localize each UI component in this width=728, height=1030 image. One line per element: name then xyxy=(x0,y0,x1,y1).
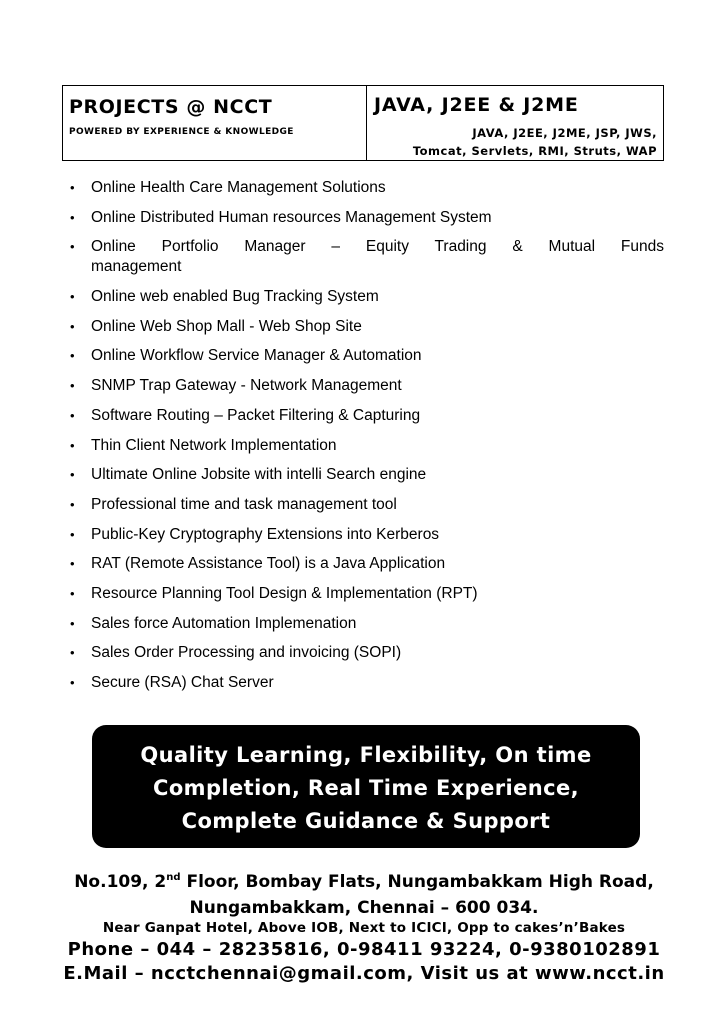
project-label: Secure (RSA) Chat Server xyxy=(91,674,274,691)
list-item xyxy=(68,436,664,456)
bullet-icon: • xyxy=(70,675,75,690)
bullet-icon: • xyxy=(70,378,75,394)
project-label: Software Routing – Packet Filtering & Capturing xyxy=(91,406,421,424)
project-label: Online Distributed Human resources Management System xyxy=(91,208,492,226)
project-label: Thin Client Network Implementation xyxy=(91,436,337,454)
list-item xyxy=(68,614,664,634)
project-label: Sales force Automation Implemenation xyxy=(91,614,357,632)
project-label-line1: Online Portfolio Manager – Equity Trading & Mutual Funds xyxy=(91,238,664,256)
header-box xyxy=(62,85,664,161)
address-line-1-end: Floor, Bombay Flats, Nungambakkam High Road, xyxy=(180,872,654,892)
phone-line: Phone – 044 – 28235816, 0-98411 93224, 0-9380102891 xyxy=(67,939,661,960)
project-label: Online Health Care Management Solutions xyxy=(91,179,386,196)
email-web-line: E.Mail – ncctchennai@gmail.com, Visit us at www.ncct.in xyxy=(63,963,665,984)
project-list xyxy=(68,178,664,703)
quality-banner xyxy=(92,725,640,848)
project-label-line2: management xyxy=(91,258,182,276)
projects-title: PROJECTS @ NCCT xyxy=(69,96,273,118)
bullet-icon: • xyxy=(70,289,75,305)
project-label: Online Workflow Service Manager & Automation xyxy=(91,347,422,365)
address-line-2: Nungambakkam, Chennai – 600 034. xyxy=(189,898,539,918)
list-item xyxy=(68,495,664,515)
list-item xyxy=(68,584,664,604)
list-item xyxy=(68,673,664,693)
list-item xyxy=(68,406,664,426)
list-item xyxy=(68,287,664,307)
project-label: Ultimate Online Jobsite with intelli Search engine xyxy=(91,466,427,484)
technology-title: JAVA, J2EE & J2ME xyxy=(374,94,579,116)
list-item xyxy=(68,554,664,574)
project-label: Sales Order Processing and invoicing (SOPI) xyxy=(91,644,402,662)
project-label: Professional time and task management tool xyxy=(91,495,397,513)
bullet-icon: • xyxy=(70,318,75,334)
bullet-icon: • xyxy=(70,585,75,601)
project-label: Resource Planning Tool Design & Implementation (RPT) xyxy=(91,584,478,602)
list-item xyxy=(68,178,664,198)
bullet-icon: • xyxy=(70,437,75,453)
technology-list-line2: Tomcat, Servlets, RMI, Struts, WAP xyxy=(412,144,657,158)
address-ordinal-suffix: nd xyxy=(166,872,181,883)
bullet-icon: • xyxy=(70,239,75,255)
bullet-icon: • xyxy=(70,556,75,572)
list-item xyxy=(68,346,664,366)
banner-line-1: Quality Learning, Flexibility, On time xyxy=(140,743,592,767)
list-item xyxy=(68,317,664,337)
landmark-line: Near Ganpat Hotel, Above IOB, Next to ICICI, Opp to cakes’n’Bakes xyxy=(102,920,626,936)
list-item xyxy=(68,525,664,545)
list-item xyxy=(68,376,664,396)
bullet-icon: • xyxy=(70,180,75,195)
bullet-icon: • xyxy=(70,348,75,364)
list-item xyxy=(68,208,664,228)
address-line-1-start: No.109, 2 xyxy=(74,872,167,892)
bullet-icon: • xyxy=(70,209,75,225)
bullet-icon: • xyxy=(70,615,75,631)
header-divider xyxy=(366,86,367,160)
projects-tagline: POWERED BY EXPERIENCE & KNOWLEDGE xyxy=(69,127,294,137)
project-label: RAT (Remote Assistance Tool) is a Java Application xyxy=(91,555,446,573)
banner-line-2: Completion, Real Time Experience, xyxy=(153,776,579,800)
bullet-icon: • xyxy=(70,526,75,542)
list-item xyxy=(68,465,664,485)
project-label: Public-Key Cryptography Extensions into Kerberos xyxy=(91,525,440,543)
technology-list-line1: JAVA, J2EE, J2ME, JSP, JWS, xyxy=(472,126,657,140)
project-label: Online web enabled Bug Tracking System xyxy=(91,288,379,306)
bullet-icon: • xyxy=(70,407,75,423)
project-label: Online Web Shop Mall - Web Shop Site xyxy=(91,317,362,335)
bullet-icon: • xyxy=(70,467,75,483)
project-label: SNMP Trap Gateway - Network Management xyxy=(91,377,402,395)
address-line-1 xyxy=(62,872,666,892)
banner-line-3: Complete Guidance & Support xyxy=(181,809,551,833)
list-item xyxy=(68,237,664,277)
bullet-icon: • xyxy=(70,496,75,512)
list-item xyxy=(68,643,664,663)
bullet-icon: • xyxy=(70,645,75,661)
